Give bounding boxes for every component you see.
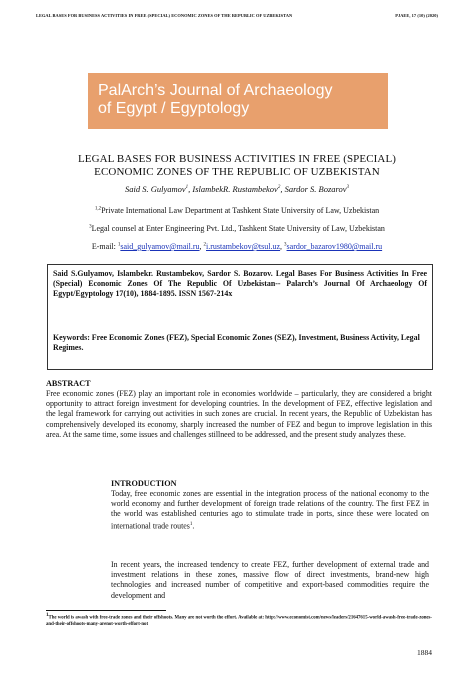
- affiliation-2: [40, 224, 434, 233]
- email-label: E-mail:: [91, 242, 116, 251]
- paper-title-line-1: LEGAL BASES FOR BUSINESS ACTIVITIES IN FREE (SPECIAL): [77, 153, 397, 165]
- introduction-paragraph-1: [111, 489, 429, 531]
- author-sup: 1: [185, 185, 189, 191]
- email-link-2[interactable]: i.rustambekov@tsul.uz: [206, 242, 281, 251]
- citation-text: Said S.Gulyamov, Islambekr. Rustambekov, Sardor S. Bozarov. Legal Bases For Business Activities In Free (Special) Economic Zones Of The Republic Of Uzbekistan-- Palarch’s Journal Of Archaeology Of Egypt/Egyptology 17(10), 1884-1895. ISSN 1567-214x: [53, 269, 427, 299]
- running-head: [36, 13, 438, 18]
- email-sup: 2: [203, 242, 207, 248]
- abstract-heading: ABSTRACT: [46, 379, 91, 388]
- author-name: Sardor S. Bozarov: [284, 184, 347, 194]
- paper-title-line-2: ECONOMIC ZONES OF THE REPUBLIC OF UZBEKISTAN: [94, 166, 380, 178]
- affiliation-text: Private International Law Department at Tashkent State University of Law, Uzbekistan: [101, 206, 380, 215]
- running-head-journal: PJAEE, 17 (10) (2020): [395, 13, 438, 18]
- author-list: Said S. Gulyamov$^1$, IslambekR. Rustambekov$^2$, Sardor S. Bozarov$^3$: [124, 184, 350, 194]
- keywords-text: Keywords: Free Economic Zones (FEZ), Special Economic Zones (SEZ), Investment, Business Activity, Legal Regimes.: [53, 333, 420, 353]
- footnote-rule: [46, 610, 166, 611]
- email-link-3[interactable]: sardor_bazarov1980@mail.ru: [286, 242, 383, 251]
- email-line: E-mail: $^1$said_gulyamov@mail.ru, $^2$i.rustambekov@tsul.uz, $^3$sardor_bazarov1980@mail.ru: [91, 242, 383, 251]
- running-head-title: LEGAL BASES FOR BUSINESS ACTIVITIES IN FREE (SPECIAL) ECONOMIC ZONES OF THE REPUBLIC OF UZBEKISTAN: [36, 13, 293, 18]
- page-number: 1884: [417, 648, 432, 657]
- email-link-1[interactable]: said_gulyamov@mail.ru: [120, 242, 200, 251]
- affiliation-text: Legal counsel at Enter Engineering Pvt. Ltd., Tashkent State University of Law, Uzbekistan: [91, 224, 385, 233]
- email-sup: 3: [284, 242, 287, 248]
- email-sup: 1: [117, 242, 121, 248]
- introduction-p1-text: Today, free economic zones are essential in the integration process of the national economy to the world economy and further development of foreign trade relations of the country. The first FEZ in the world was established centuries ago to stimulate trade in ports, since these were located on international trade routes: [111, 489, 429, 531]
- journal-banner-line-2: of Egypt / Egyptology: [98, 100, 250, 117]
- abstract-body: Free economic zones (FEZ) play an important role in economies worldwide – particularly, they are considered a bright opportunity to attract foreign investment for developing countries. In the development of FEZ, effective legislation and the legal framework for carrying out activities in such zones are crucial. In recent years, the Republic of Uzbekistan has comprehensively developed its economy, sharply increased the number of FEZ and begun to improve legislation in this area. At the same time, some issues and challenges stillneed to be addressed, and the present study analyzes these.: [46, 389, 432, 439]
- footnote-sup: 1: [46, 613, 49, 618]
- footnote-text: The world is awash with free-trade zones and their offshoots. Many are not worth the effort. Available at: http://www.economist.com/news/leaders/21647615-world-awash-free-trade-zones-and-their-offshoots-many-arenot-worth-effort-not: [46, 615, 432, 628]
- introduction-p1-end: .: [192, 521, 195, 531]
- affiliation-sup: 1,2: [94, 206, 102, 212]
- paper-title: [40, 153, 434, 179]
- author-sup: 3: [346, 185, 350, 191]
- author-sup: 2: [277, 185, 281, 191]
- affiliation-sup: 3: [89, 224, 92, 230]
- affiliation-1: [40, 206, 434, 215]
- citation-box: [47, 264, 433, 370]
- introduction-paragraph-2: In recent years, the increased tendency to create FEZ, further development of external trade and investment relations in these zones, massive flow of direct investments, brand-new high technologies and increased number of competitive and export-based commodities require the development and: [111, 560, 429, 600]
- journal-banner-line-1: PalArch’s Journal of Archaeology: [98, 82, 333, 99]
- author-name: Said S. Gulyamov: [124, 184, 186, 194]
- introduction-heading: INTRODUCTION: [111, 479, 177, 488]
- footnote-ref: 1: [189, 521, 193, 527]
- journal-banner: [88, 73, 388, 129]
- author-name: IslambekR. Rustambekov: [192, 184, 278, 194]
- footnote: [46, 613, 432, 629]
